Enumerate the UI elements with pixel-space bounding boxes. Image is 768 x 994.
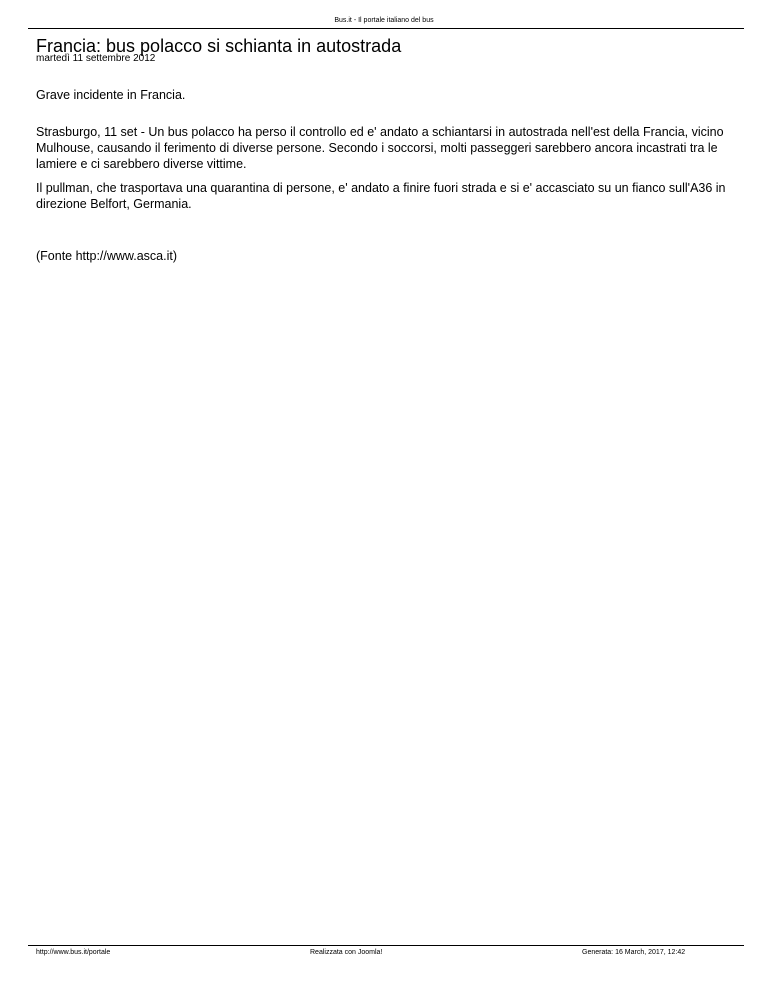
header-divider xyxy=(28,28,744,29)
article-paragraph: Strasburgo, 11 set - Un bus polacco ha perso il controllo ed e' andato a schiantarsi in autostrada nell'est della Francia, vicino Mulhouse, causando il ferimento di diverse persone. Secondo i soccorsi, molti passeggeri sarebbero ancora incastrati tra le lamiere e ci sarebbero diverse vittime. xyxy=(36,125,724,171)
article-date: martedì 11 settembre 2012 xyxy=(36,53,156,64)
article-source: (Fonte http://www.asca.it) xyxy=(36,249,178,263)
article-intro-paragraph: Grave incidente in Francia. xyxy=(36,88,186,102)
footer-generated-date: Generata: 16 March, 2017, 12:42 xyxy=(582,949,686,956)
footer-powered-by: Realizzata con Joomla! xyxy=(310,949,383,956)
page-header: Bus.it - Il portale italiano del bus xyxy=(334,17,434,24)
footer-divider xyxy=(28,945,744,946)
footer-url: http://www.bus.it/portale xyxy=(36,949,111,956)
article-title: Francia: bus polacco si schianta in autostrada xyxy=(36,36,402,56)
article-paragraph: Il pullman, che trasportava una quarantina di persone, e' andato a finire fuori strada e si e' accasciato su un fianco sull'A36 in direzione Belfort, Germania. xyxy=(36,181,726,211)
